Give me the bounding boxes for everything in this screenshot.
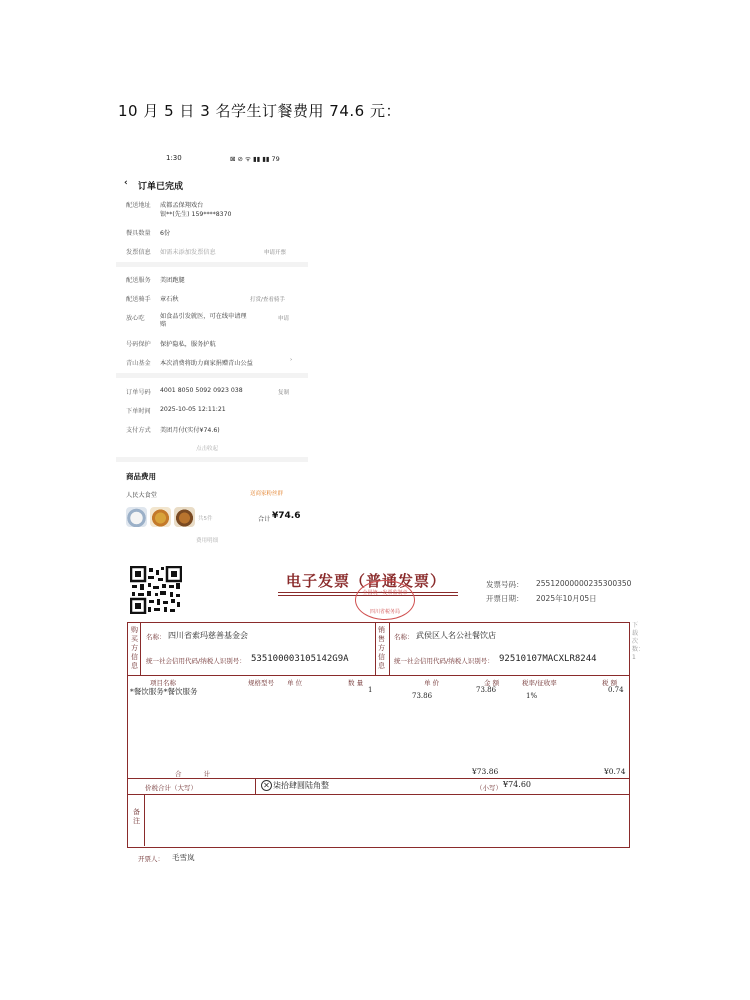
buyer-name: 四川省索玛慈善基金会	[168, 631, 248, 640]
payment-label: 支付方式	[126, 427, 151, 434]
page-title: 订单已完成	[138, 182, 184, 192]
col-tax: 税 额	[602, 679, 618, 687]
table-rule	[144, 794, 145, 846]
shop-name[interactable]: 人民大食堂	[126, 492, 157, 499]
section-divider	[116, 373, 308, 378]
col-unit: 单 位	[287, 679, 303, 687]
invoice-number-label: 发票号码：	[486, 580, 524, 589]
download-count: 下载次数：1	[632, 622, 645, 661]
delivery-service-label: 配送服务	[126, 277, 151, 284]
copy-button[interactable]: 复制	[278, 390, 290, 396]
seller-name-label: 名称：	[394, 633, 414, 641]
table-rule	[127, 675, 630, 676]
seller-side-label: 销售方信息	[378, 626, 385, 670]
col-amount: 金 额	[484, 679, 500, 687]
sum-lower: ¥74.60	[503, 780, 531, 789]
delivery-service-value: 美团跑腿	[160, 277, 185, 284]
address-line2: 银**(先生) 159****8370	[160, 211, 232, 218]
rider-label: 配送骑手	[126, 296, 151, 303]
table-rule	[140, 622, 141, 676]
tableware-value: 6份	[160, 230, 171, 237]
order-number-label: 订单号码	[126, 389, 151, 396]
item-amount: 73.86	[476, 686, 497, 694]
food-thumbnail	[150, 507, 171, 527]
privacy-value: 保护隐私，服务护航	[160, 341, 216, 348]
table-rule	[255, 778, 256, 794]
payment-value: 美团月付(实付¥74.6)	[160, 427, 220, 434]
food-thumbnail	[174, 507, 195, 527]
seller-name: 武侯区人名公社餐饮店	[416, 631, 496, 640]
cross-circle-icon: ✕	[261, 780, 272, 791]
total-value: ¥74.6	[272, 511, 301, 521]
item-price: 73.86	[412, 692, 433, 700]
goods-section-title: 商品费用	[126, 472, 156, 481]
sum-upper: 柒拾肆圆陆角整	[273, 781, 329, 790]
order-time-label: 下单时间	[126, 408, 151, 415]
col-price: 单 价	[424, 679, 440, 687]
remark-label: 备注	[133, 808, 140, 825]
col-item-name: 项目名称	[150, 679, 176, 687]
sum-label: 价税合计（大写）	[145, 784, 197, 792]
collapse-link[interactable]: 点击收起	[196, 446, 219, 452]
total-tax: ¥0.74	[604, 767, 626, 776]
assurance-label: 放心吃	[126, 315, 145, 322]
rider-value: 章石秋	[160, 296, 179, 303]
fee-detail-link[interactable]: 费用明细	[196, 538, 219, 544]
seller-tax-label: 统一社会信用代码/纳税人识别号：	[394, 657, 494, 665]
table-rule	[375, 622, 376, 676]
invoice-date-label: 开票日期：	[486, 594, 524, 603]
back-icon[interactable]: ‹	[124, 178, 128, 188]
col-quantity: 数 量	[348, 679, 364, 687]
item-quantity: 1	[368, 686, 373, 694]
tableware-label: 餐具数量	[126, 230, 151, 237]
page-heading: 10 月 5 日 3 名学生订餐费用 74.6 元：	[118, 102, 401, 120]
coupon-badge[interactable]: 送商家粉丝群	[250, 491, 284, 497]
total-row-label: 合 计	[175, 770, 221, 778]
section-divider	[116, 457, 308, 462]
rider-action-link[interactable]: 打赏/查看骑手	[250, 297, 285, 303]
address-label: 配送地址	[126, 202, 151, 209]
table-rule	[389, 622, 390, 676]
col-spec: 规格型号	[248, 679, 274, 687]
table-rule	[127, 794, 630, 795]
section-divider	[116, 262, 308, 267]
status-time: 1:30	[166, 154, 182, 162]
items-count: 共5件	[198, 516, 213, 522]
col-tax-rate: 税率/征收率	[522, 679, 557, 687]
sum-lower-label: （小写）	[476, 784, 502, 792]
item-tax-rate: 1%	[526, 692, 538, 700]
buyer-tax-label: 统一社会信用代码/纳税人识别号：	[146, 657, 246, 665]
order-time-value: 2025-10-05 12:11:21	[160, 406, 226, 413]
total-amount: ¥73.86	[472, 767, 499, 776]
item-tax: 0.74	[608, 686, 624, 694]
address-line1: 成都孟保翔戏台	[160, 202, 204, 209]
apply-invoice-link[interactable]: 申请开票	[264, 250, 287, 256]
chevron-right-icon[interactable]: ›	[290, 357, 293, 363]
qr-code	[130, 566, 182, 618]
invoice-date: 2025年10月05日	[536, 594, 597, 603]
buyer-side-label: 购买方信息	[131, 626, 138, 670]
fund-label: 青山基金	[126, 360, 151, 367]
invoice-number: 25512000000235300350	[536, 579, 632, 588]
total-label: 合计	[258, 516, 271, 523]
buyer-name-label: 名称：	[146, 633, 166, 641]
privacy-label: 号码保护	[126, 341, 151, 348]
table-rule	[127, 778, 630, 779]
assurance-apply-link[interactable]: 申请	[278, 316, 290, 322]
supervision-stamp: 全国统一发票监制章 四川省税务局	[355, 580, 415, 620]
assurance-value: 如食品引发就医，可在线申请理赔	[160, 313, 247, 328]
item-name: *餐饮服务*餐饮服务	[130, 687, 198, 696]
order-number-value: 4001 8050 5092 0923 038	[160, 387, 243, 394]
status-icons: ⊠ ⊘ ᯤ ▮▮ ▮▮ 79	[230, 155, 280, 163]
seller-tax-id: 92510107MACXLR8244	[499, 654, 597, 664]
invoice-info-label: 发票信息	[126, 249, 151, 256]
fund-value: 本次消费将助力商家捐赠青山公益	[160, 360, 253, 367]
invoice-info-value: 如需未添加发票信息	[160, 249, 216, 256]
buyer-tax-id: 535100003105142G9A	[251, 654, 349, 664]
invoice-title: 电子发票（普通发票）	[286, 572, 447, 590]
food-thumbnail	[126, 507, 147, 527]
issuer-name: 毛雪岚	[172, 853, 195, 862]
issuer-label: 开票人：	[138, 855, 164, 863]
